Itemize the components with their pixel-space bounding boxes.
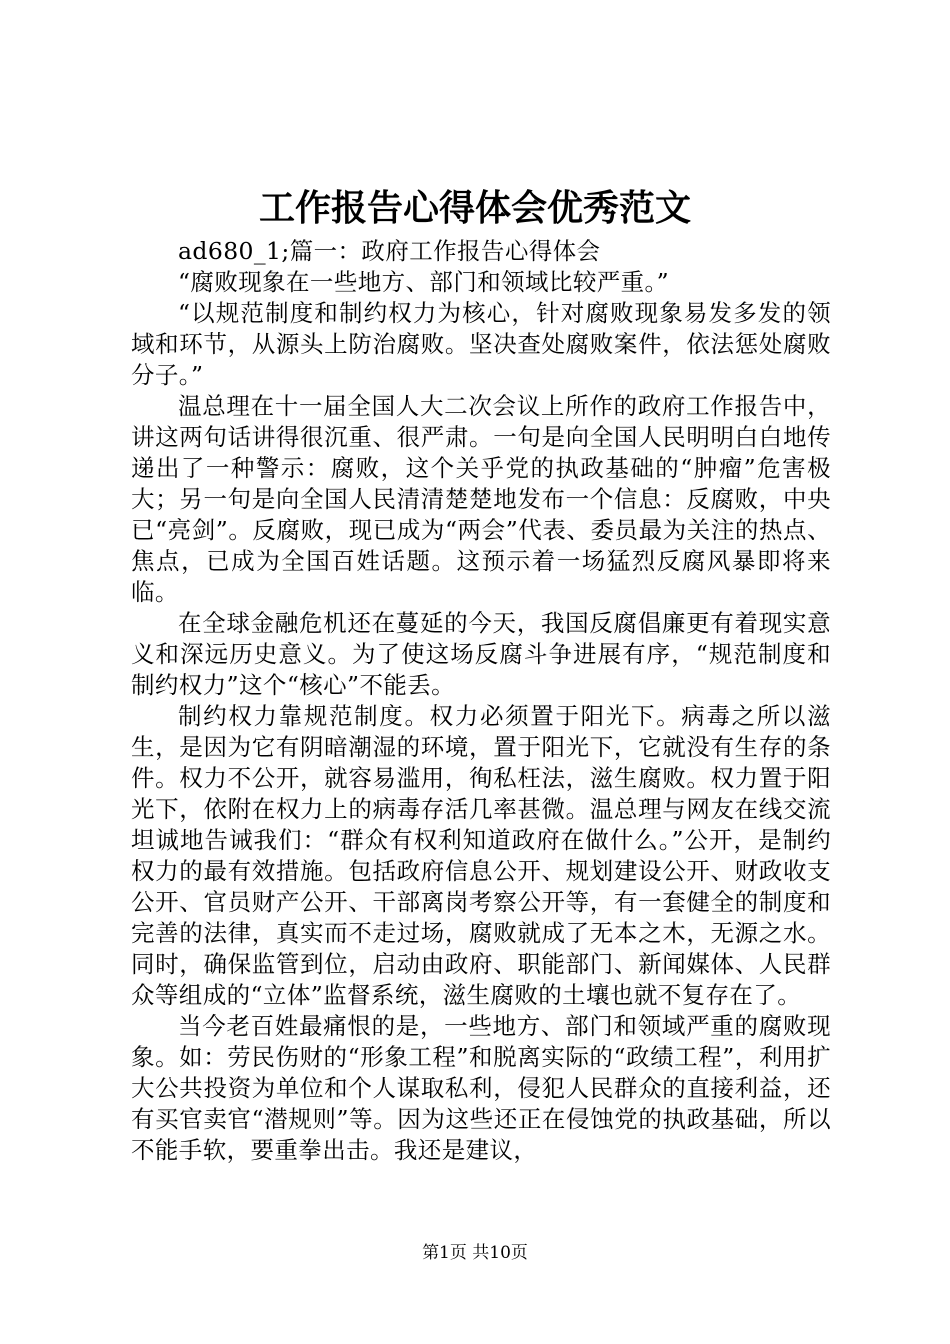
paragraph-premier-report: 温总理在十一届全国人大二次会议上所作的政府工作报告中，讲这两句话讲得很沉重、很严肃。一句是向全国人民明明白白地传递出了一种警示：腐败，这个关乎党的执政基础的“肿瘤”危害极大；另一句是向全国人民清清楚楚地发布一个信息：反腐败，中央已“亮剑”。反腐败，现已成为“两会”代表、委员最为关注的热点、焦点，已成为全国百姓话题。这预示着一场猛烈反腐风暴即将来临。 [131, 392, 831, 606]
paragraph-quote-1: “腐败现象在一些地方、部门和领域比较严重。” [178, 268, 670, 296]
paragraph-public-concern: 当今老百姓最痛恨的是，一些地方、部门和领域严重的腐败现象。如：劳民伤财的“形象工程”和脱离实际的“政绩工程”，利用扩大公共投资为单位和个人谋取私利，侵犯人民群众的直接利益，还有买官卖官“潜规则”等。因为这些还正在侵蚀党的执政基础，所以不能手软，要重拳出击。我还是建议， [131, 1012, 831, 1164]
paragraph-heading: ad680_1;篇一：政府工作报告心得体会 [178, 237, 601, 265]
document-title: 工作报告心得体会优秀范文 [258, 187, 691, 229]
document-body [131, 236, 831, 1166]
paragraph-restrict-power: 制约权力靠规范制度。权力必须置于阳光下。病毒之所以滋生，是因为它有阴暗潮湿的环境，置于阳光下，它就没有生存的条件。权力不公开，就容易滥用，徇私枉法，滋生腐败。权力置于阳光下，依附在权力上的病毒存活几率甚微。温总理与网友在线交流坦诚地告诫我们：“群众有权利知道政府在做什么。”公开，是制约权力的最有效措施。包括政府信息公开、规划建设公开、财政收支公开、官员财产公开、干部离岗考察公开等，有一套健全的制度和完善的法律，真实而不走过场，腐败就成了无本之木，无源之水。同时，确保监管到位，启动由政府、职能部门、新闻媒体、人民群众等组成的“立体”监督系统，滋生腐败的土壤也就不复存在了。 [131, 702, 831, 1009]
page-number-footer: 第1页 共10页 [422, 1243, 528, 1263]
paragraph-financial-crisis: 在全球金融危机还在蔓延的今天，我国反腐倡廉更有着现实意义和深远历史意义。为了使这场反腐斗争进展有序，“规范制度和制约权力”这个“核心”不能丢。 [131, 609, 831, 699]
paragraph-quote-2: “以规范制度和制约权力为核心，针对腐败现象易发多发的领域和环节，从源头上防治腐败。坚决查处腐败案件，依法惩处腐败分子。” [131, 299, 831, 389]
